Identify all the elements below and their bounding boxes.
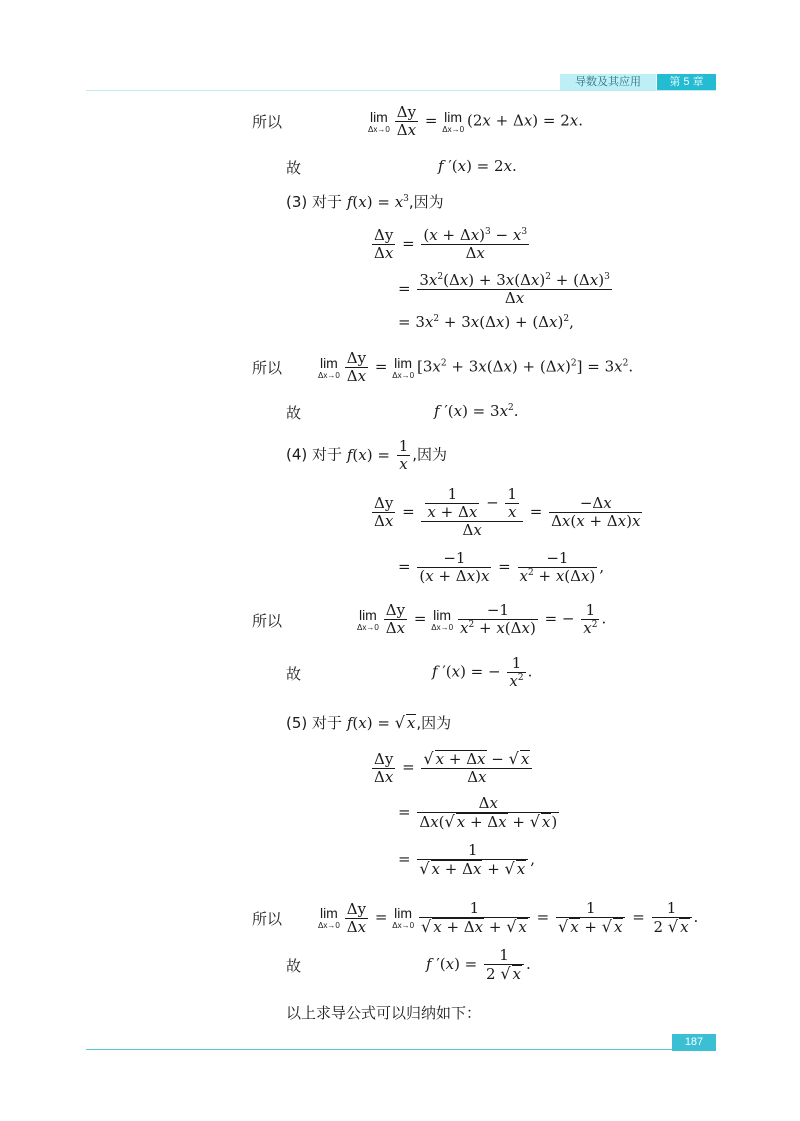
equation-limit-reciprocal: lim Δx→0 $\frac{\Delta y}{\Delta x}$ = lim Δx→0 $\frac{-1}{x^2 + x(\Delta x)}$ = − $\frac{1}{x^2}$ . (357, 601, 607, 637)
limit-operator: lim Δx→0 (368, 108, 390, 134)
equation-cube-line3: = $3x^2 + 3x(\Delta x) + (\Delta x)^2$, (398, 313, 574, 331)
label-gu-1: 故 (286, 159, 302, 177)
equation-cube-line1: $\frac{\Delta y}{\Delta x}$ = $\frac{(x + \Delta x)^3 - x^3}{\Delta x}$ (374, 226, 528, 262)
label-suoyi-2: 所以 (252, 359, 283, 377)
label-gu-4: 故 (286, 957, 302, 975)
equation-derivative-2x: f ′(x) = 2x. (438, 157, 517, 175)
header-rule (86, 90, 716, 91)
closing-sentence: 以上求导公式可以归纳如下： (286, 1004, 482, 1022)
equation-limit-3x2: lim Δx→0 $\frac{\Delta y}{\Delta x}$ = lim Δx→0 $[3x^2 + 3x(\Delta x) + (\Delta x)^2] = 3x^2$. (318, 349, 634, 385)
label-suoyi-3: 所以 (252, 612, 283, 630)
item-3-intro: (3) 对于 $f(x) = x^3$,因为 (286, 193, 444, 211)
chapter-section-tab: 导数及其应用 (560, 74, 656, 90)
equation-sqrt-line1: $\frac{\Delta y}{\Delta x}$ = $\frac{√ x + \Delta x - √ x}{\Delta x}$ (370, 750, 534, 786)
footer-rule (86, 1049, 716, 1050)
equation-sqrt-line3: = $\frac{1}{√ x + \Delta x + √ x}$ , (398, 841, 535, 878)
item-5-intro: (5) 对于 f(x) = √ x,因为 (286, 713, 452, 732)
chapter-number-tab: 第 5 章 (657, 74, 716, 90)
equation-reciprocal-line2: = $\frac{-1}{(x + \Delta x)x}$ = $\frac{-1}{x^2 + x(\Delta x)}$ , (398, 549, 605, 585)
equation-limit-2x: lim Δx→0 $\frac{\Delta y}{\Delta x}$ = lim Δx→0 (2x + Δx) = 2x. (368, 103, 584, 139)
equation-derivative-reciprocal: f ′(x) = − $\frac{1}{x^2}$ . (432, 654, 533, 690)
label-suoyi-1: 所以 (252, 113, 283, 131)
label-suoyi-4: 所以 (252, 910, 283, 928)
equation-cube-line2: = $\frac{3x^2(\Delta x) + 3x(\Delta x)^2 + (\Delta x)^3}{\Delta x}$ (398, 271, 610, 307)
equation-derivative-sqrt: f ′(x) = $\frac{1}{2 √ x}$ . (426, 946, 531, 983)
item-4-intro: (4) 对于 f(x) = $\frac{1}{x}$ ,因为 (286, 437, 448, 473)
equation-sqrt-line2: = $\frac{\Delta x}{\Delta x(√ x + \Delta x + √ x)}$ (398, 794, 558, 831)
equation-reciprocal-line1: $\frac{\Delta y}{\Delta x}$ = $\frac{1}{x + \Delta x}$ − $\frac{1}{x}$ Δx = $\frac{-\Delta x}{\Delta x(x + \Delta x)x}$ (374, 485, 641, 539)
equation-derivative-3x2: f $'(x) = 3x^2$. (434, 402, 519, 420)
label-gu-3: 故 (286, 665, 302, 683)
equation-limit-sqrt: lim Δx→0 $\frac{\Delta y}{\Delta x}$ = lim Δx→0 $\frac{1}{√ x + \Delta x + √ x}$ = $\frac{1}{√ x + √ x}$ = $\frac{1}{2 √ x}$ . (318, 899, 699, 936)
page-number: 187 (672, 1034, 716, 1051)
label-gu-2: 故 (286, 404, 302, 422)
